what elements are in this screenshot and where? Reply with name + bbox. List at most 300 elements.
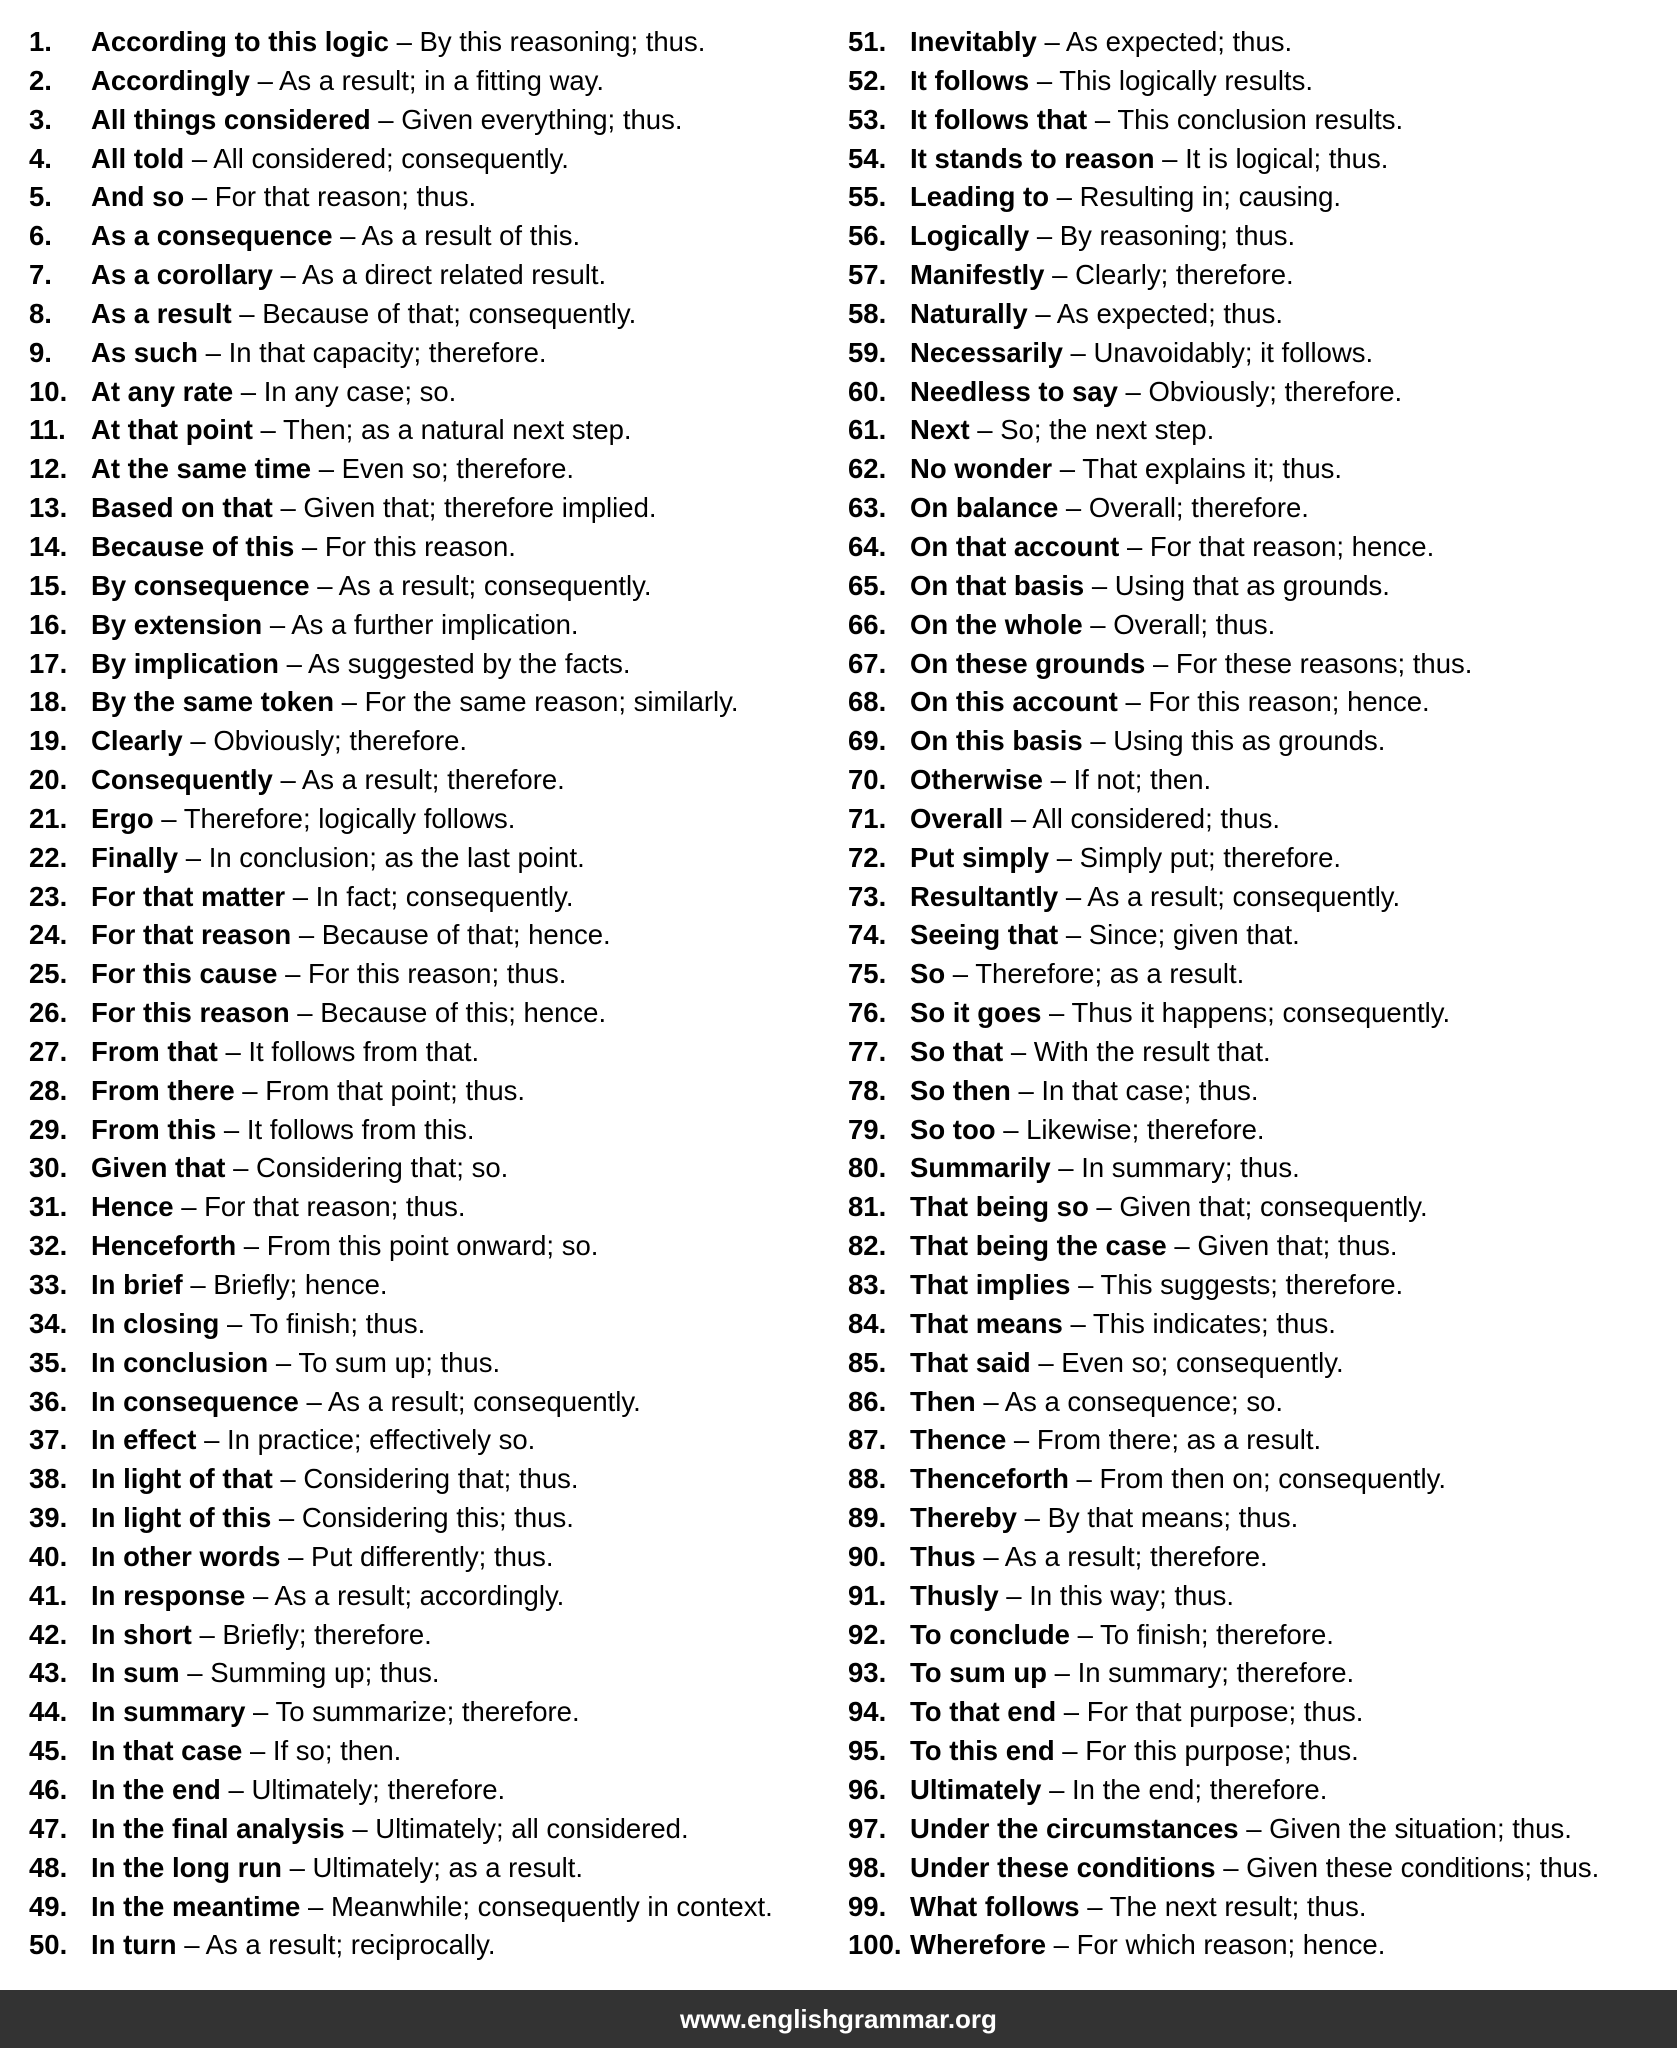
item-definition: Simply put; therefore.: [1079, 841, 1342, 873]
list-item: [848, 101, 1677, 140]
item-term: In effect: [91, 1424, 197, 1456]
item-definition: Overall; thus.: [1113, 608, 1276, 640]
item-definition: Using that as grounds.: [1114, 569, 1390, 601]
item-definition: Even so; therefore.: [341, 453, 575, 485]
list-item: [848, 1033, 1677, 1072]
item-definition: As a further implication.: [291, 608, 579, 640]
item-number: 98.: [848, 1851, 887, 1883]
item-definition: That explains it; thus.: [1082, 453, 1343, 485]
item-definition: By that means; thus.: [1047, 1502, 1299, 1534]
item-separator: –: [298, 919, 315, 951]
item-separator: –: [1035, 297, 1051, 329]
item-number: 54.: [848, 142, 887, 174]
item-separator: –: [225, 1035, 241, 1067]
item-separator: –: [1152, 647, 1169, 679]
item-term: So: [910, 958, 946, 990]
item-separator: –: [1056, 181, 1072, 213]
item-separator: –: [184, 1929, 200, 1961]
item-term: For this cause: [91, 958, 278, 990]
list-item: [848, 1538, 1677, 1577]
list-item: [848, 528, 1677, 567]
list-item: [848, 256, 1677, 295]
item-separator: –: [1065, 919, 1082, 951]
list-item: [848, 994, 1677, 1033]
list-item: [29, 1344, 829, 1383]
list-item: [848, 1616, 1677, 1655]
item-definition: For this reason; thus.: [308, 958, 567, 990]
list-item: [848, 295, 1677, 334]
item-term: In turn: [91, 1929, 177, 1961]
item-number: 17.: [29, 647, 68, 679]
list-item: [848, 489, 1677, 528]
item-number: 82.: [848, 1230, 887, 1262]
item-definition: Ultimately; all considered.: [375, 1812, 689, 1844]
item-number: 43.: [29, 1657, 68, 1689]
item-definition: For that reason; thus.: [214, 181, 477, 213]
item-separator: –: [223, 1113, 240, 1145]
item-separator: –: [1003, 1113, 1019, 1145]
item-definition: For that reason; thus.: [204, 1191, 466, 1223]
item-term: All told: [91, 142, 185, 174]
item-definition: As a result; accordingly.: [274, 1579, 565, 1611]
item-number: 76.: [848, 997, 887, 1029]
item-number: 48.: [29, 1851, 68, 1883]
item-term: On this account: [910, 686, 1118, 718]
item-number: 85.: [848, 1346, 887, 1378]
item-term: Accordingly: [91, 64, 250, 96]
item-definition: Unavoidably; it follows.: [1093, 336, 1374, 368]
item-term: Next: [910, 414, 970, 446]
item-separator: –: [340, 220, 356, 252]
item-term: So too: [910, 1113, 996, 1145]
list-item: [29, 1266, 829, 1305]
item-separator: –: [1018, 1074, 1034, 1106]
item-number: 7.: [29, 259, 52, 291]
item-separator: –: [257, 64, 273, 96]
item-number: 69.: [848, 725, 887, 757]
item-definition: It follows from this.: [246, 1113, 475, 1145]
item-term: Leading to: [910, 181, 1050, 213]
item-term: Necessarily: [910, 336, 1063, 368]
item-number: 46.: [29, 1773, 68, 1805]
list-item: [848, 567, 1677, 606]
item-term: In sum: [91, 1657, 180, 1689]
item-number: 40.: [29, 1540, 68, 1572]
item-term: In other words: [91, 1540, 281, 1572]
item-definition: Since; given that.: [1088, 919, 1300, 951]
item-definition: Obviously; therefore.: [1148, 375, 1403, 407]
item-definition: To finish; thus.: [249, 1307, 426, 1339]
item-definition: Resulting in; causing.: [1079, 181, 1342, 213]
list-item: [848, 334, 1677, 373]
item-separator: –: [204, 1424, 220, 1456]
item-definition: Given everything; thus.: [401, 103, 683, 135]
item-number: 73.: [848, 880, 887, 912]
item-number: 28.: [29, 1074, 68, 1106]
item-number: 2.: [29, 64, 52, 96]
item-number: 59.: [848, 336, 887, 368]
item-term: Ultimately: [910, 1773, 1042, 1805]
item-term: Manifestly: [910, 259, 1045, 291]
item-separator: –: [306, 1385, 322, 1417]
item-definition: For which reason; hence.: [1076, 1929, 1386, 1961]
item-term: What follows: [910, 1890, 1080, 1922]
item-separator: –: [205, 336, 221, 368]
item-separator: –: [1246, 1812, 1262, 1844]
item-definition: From then on; consequently.: [1099, 1463, 1446, 1495]
item-separator: –: [952, 958, 969, 990]
item-separator: –: [1094, 103, 1111, 135]
item-term: In the meantime: [91, 1890, 301, 1922]
item-number: 5.: [29, 181, 52, 213]
item-separator: –: [233, 1152, 249, 1184]
item-definition: This conclusion results.: [1117, 103, 1404, 135]
item-separator: –: [1063, 1696, 1080, 1728]
item-term: Henceforth: [91, 1230, 237, 1262]
item-number: 96.: [848, 1773, 887, 1805]
item-number: 36.: [29, 1385, 68, 1417]
list-item: [29, 140, 829, 179]
item-definition: For this purpose; thus.: [1085, 1735, 1359, 1767]
item-term: Naturally: [910, 297, 1028, 329]
item-number: 49.: [29, 1890, 68, 1922]
item-term: At any rate: [91, 375, 234, 407]
item-number: 71.: [848, 802, 887, 834]
item-term: For this reason: [91, 997, 290, 1029]
item-separator: –: [1053, 1929, 1069, 1961]
item-definition: Obviously; therefore.: [213, 725, 468, 757]
item-separator: –: [190, 1269, 206, 1300]
item-term: All things considered: [91, 103, 371, 135]
item-definition: Therefore; logically follows.: [183, 802, 516, 834]
item-term: Because of this: [91, 530, 295, 562]
item-separator: –: [983, 1385, 999, 1417]
item-definition: Overall; therefore.: [1088, 492, 1309, 524]
list-item: [848, 450, 1677, 489]
item-separator: –: [301, 530, 318, 562]
item-separator: –: [1223, 1851, 1239, 1883]
list-item: [848, 1072, 1677, 1111]
item-number: 45.: [29, 1735, 68, 1767]
item-number: 30.: [29, 1152, 68, 1184]
item-separator: –: [288, 1540, 304, 1572]
item-definition: Put differently; thus.: [311, 1540, 554, 1572]
list-item: [848, 373, 1677, 412]
item-term: Ergo: [91, 802, 154, 834]
item-definition: For this reason; hence.: [1148, 686, 1430, 718]
item-separator: –: [341, 686, 357, 718]
item-definition: For the same reason; similarly.: [364, 686, 739, 718]
item-definition: This suggests; therefore.: [1100, 1269, 1404, 1300]
item-definition: Likewise; therefore.: [1026, 1113, 1265, 1145]
item-definition: Even so; consequently.: [1061, 1346, 1344, 1378]
item-separator: –: [181, 1191, 197, 1223]
item-number: 27.: [29, 1035, 68, 1067]
item-separator: –: [239, 297, 255, 329]
item-separator: –: [187, 1657, 203, 1689]
item-number: 94.: [848, 1696, 887, 1728]
item-separator: –: [1010, 1035, 1027, 1067]
item-number: 16.: [29, 608, 68, 640]
list-item: [29, 101, 829, 140]
item-number: 65.: [848, 569, 887, 601]
item-definition: As a result; therefore.: [301, 764, 565, 796]
item-separator: –: [249, 1735, 266, 1767]
list-item: [29, 1693, 829, 1732]
item-definition: If so; then.: [272, 1735, 402, 1767]
item-term: Under the circumstances: [910, 1812, 1239, 1844]
item-definition: Thus it happens; consequently.: [1071, 997, 1451, 1029]
item-separator: –: [275, 1346, 292, 1378]
list-item: [29, 23, 829, 62]
item-term: In conclusion: [91, 1346, 269, 1378]
item-term: In summary: [91, 1696, 246, 1728]
list-item: [29, 1188, 829, 1227]
item-separator: –: [1077, 1618, 1093, 1650]
item-separator: –: [1174, 1230, 1190, 1262]
item-term: Hence: [91, 1191, 174, 1223]
item-number: 10.: [29, 375, 68, 407]
list-item: [29, 1072, 829, 1111]
item-number: 19.: [29, 725, 68, 757]
item-number: 38.: [29, 1463, 68, 1495]
item-term: In light of this: [91, 1502, 272, 1534]
item-separator: –: [1050, 764, 1066, 796]
item-number: 80.: [848, 1152, 887, 1184]
item-separator: –: [1013, 1424, 1030, 1456]
item-number: 18.: [29, 686, 68, 718]
item-separator: –: [1065, 492, 1082, 524]
item-number: 13.: [29, 492, 68, 524]
item-term: From this: [91, 1113, 217, 1145]
item-term: According to this logic: [91, 26, 389, 57]
item-separator: –: [240, 375, 257, 407]
list-item: [29, 683, 829, 722]
item-number: 14.: [29, 530, 68, 562]
list-item: [29, 1033, 829, 1072]
item-definition: In summary; thus.: [1081, 1152, 1300, 1184]
list-item: [848, 800, 1677, 839]
list-item: [848, 878, 1677, 917]
list-item: [29, 567, 829, 606]
item-separator: –: [1070, 1307, 1086, 1339]
item-term: To that end: [910, 1696, 1057, 1728]
item-definition: In practice; effectively so.: [227, 1424, 536, 1456]
item-separator: –: [318, 453, 335, 485]
item-separator: –: [1006, 1579, 1022, 1611]
item-definition: To finish; therefore.: [1100, 1618, 1334, 1650]
list-item: [848, 1266, 1677, 1305]
item-term: At the same time: [91, 453, 312, 485]
item-number: 11.: [29, 414, 66, 446]
list-item: [29, 334, 829, 373]
item-term: In the end: [91, 1773, 221, 1805]
item-term: In the long run: [91, 1851, 282, 1883]
item-separator: –: [191, 181, 208, 213]
item-definition: All considered; consequently.: [213, 142, 569, 174]
item-number: 42.: [29, 1618, 68, 1650]
item-number: 77.: [848, 1035, 887, 1067]
item-term: Thereby: [910, 1502, 1017, 1534]
list-item: [848, 606, 1677, 645]
item-term: Logically: [910, 220, 1030, 252]
item-number: 100.: [848, 1929, 902, 1961]
item-definition: Ultimately; as a result.: [312, 1851, 584, 1883]
item-number: 75.: [848, 958, 887, 990]
footer-url[interactable]: www.englishgrammar.org: [680, 2004, 997, 2034]
item-definition: From there; as a result.: [1036, 1424, 1322, 1456]
item-number: 83.: [848, 1269, 887, 1300]
item-separator: –: [289, 1851, 305, 1883]
item-separator: –: [260, 414, 276, 446]
item-term: In brief: [91, 1269, 183, 1300]
list-item: [848, 645, 1677, 684]
item-separator: –: [396, 26, 412, 57]
word-list: [0, 23, 1677, 1963]
list-item: [29, 645, 829, 684]
item-definition: As a result of this.: [361, 220, 581, 252]
item-separator: –: [280, 259, 296, 291]
item-number: 57.: [848, 259, 887, 291]
word-list-column-right: [848, 23, 1677, 1965]
item-number: 91.: [848, 1579, 887, 1611]
item-number: 66.: [848, 608, 887, 640]
item-separator: –: [1076, 1463, 1092, 1495]
item-term: In response: [91, 1579, 246, 1611]
item-number: 89.: [848, 1502, 887, 1534]
item-term: Otherwise: [910, 764, 1043, 796]
item-number: 23.: [29, 880, 68, 912]
list-item: [848, 23, 1677, 62]
item-definition: By reasoning; thus.: [1059, 220, 1296, 252]
list-item: [29, 1538, 829, 1577]
list-item: [29, 839, 829, 878]
item-number: 78.: [848, 1074, 887, 1106]
item-term: To sum up: [910, 1657, 1047, 1689]
item-separator: –: [1059, 453, 1076, 485]
list-item: [848, 1926, 1677, 1965]
list-item: [848, 217, 1677, 256]
item-number: 95.: [848, 1735, 887, 1767]
item-number: 99.: [848, 1890, 887, 1922]
item-number: 74.: [848, 919, 887, 951]
item-term: For that reason: [91, 919, 292, 951]
list-item: [29, 1616, 829, 1655]
item-definition: In that case; thus.: [1041, 1074, 1259, 1106]
item-number: 68.: [848, 686, 887, 718]
item-number: 86.: [848, 1385, 887, 1417]
item-separator: –: [1049, 1773, 1065, 1805]
item-separator: –: [1065, 880, 1082, 912]
item-number: 55.: [848, 181, 887, 213]
item-number: 31.: [29, 1191, 68, 1223]
item-term: So it goes: [910, 997, 1042, 1029]
item-term: In light of that: [91, 1463, 273, 1495]
list-item: [29, 761, 829, 800]
list-item: [29, 994, 829, 1033]
list-item: [29, 1810, 829, 1849]
item-separator: –: [1054, 1657, 1070, 1689]
item-number: 41.: [29, 1579, 68, 1611]
list-item: [29, 1149, 829, 1188]
item-separator: –: [280, 1463, 296, 1495]
item-number: 84.: [848, 1307, 887, 1339]
item-number: 64.: [848, 530, 887, 562]
item-number: 4.: [29, 142, 52, 174]
item-separator: –: [280, 764, 296, 796]
item-term: Put simply: [910, 841, 1050, 873]
list-item: [848, 1888, 1677, 1927]
item-separator: –: [228, 1773, 244, 1805]
item-number: 51.: [848, 26, 887, 57]
item-separator: –: [1096, 1191, 1112, 1223]
item-term: On this basis: [910, 725, 1083, 757]
item-separator: –: [1010, 802, 1027, 834]
item-number: 72.: [848, 841, 887, 873]
item-definition: Meanwhile; consequently in context.: [330, 1890, 773, 1922]
item-separator: –: [191, 142, 208, 174]
list-item: [29, 1111, 829, 1150]
item-separator: –: [161, 802, 177, 834]
item-term: It stands to reason: [910, 142, 1155, 174]
item-definition: For these reasons; thus.: [1175, 647, 1473, 679]
list-item: [29, 800, 829, 839]
item-separator: –: [1070, 336, 1086, 368]
item-separator: –: [280, 492, 296, 524]
item-term: That being the case: [910, 1230, 1167, 1262]
item-definition: From this point onward; so.: [266, 1230, 599, 1262]
item-definition: As a result; consequently.: [327, 1385, 641, 1417]
item-term: As a consequence: [91, 220, 333, 252]
item-definition: Given that; thus.: [1197, 1230, 1398, 1262]
list-item: [848, 1227, 1677, 1266]
item-term: That being so: [910, 1191, 1089, 1223]
item-separator: –: [297, 997, 313, 1029]
item-definition: To summarize; therefore.: [275, 1696, 580, 1728]
item-definition: Ultimately; therefore.: [251, 1773, 506, 1805]
list-item: [848, 839, 1677, 878]
list-item: [29, 178, 829, 217]
item-definition: By this reasoning; thus.: [419, 26, 706, 57]
list-item: [29, 528, 829, 567]
item-definition: To sum up; thus.: [298, 1346, 501, 1378]
item-definition: Considering that; so.: [256, 1152, 509, 1184]
item-number: 61.: [848, 414, 887, 446]
item-definition: For that purpose; thus.: [1086, 1696, 1364, 1728]
item-term: Consequently: [91, 764, 273, 796]
item-separator: –: [1162, 142, 1178, 174]
item-separator: –: [1058, 1152, 1074, 1184]
item-separator: –: [1125, 375, 1141, 407]
item-separator: –: [1052, 259, 1068, 291]
list-item: [29, 62, 829, 101]
item-term: On that account: [910, 530, 1120, 562]
list-item: [29, 1888, 829, 1927]
item-definition: Considering this; thus.: [301, 1502, 574, 1534]
item-separator: –: [190, 725, 206, 757]
item-definition: Therefore; as a result.: [975, 958, 1245, 990]
item-separator: –: [1090, 725, 1106, 757]
item-separator: –: [1090, 608, 1106, 640]
item-term: So then: [910, 1074, 1011, 1106]
item-number: 88.: [848, 1463, 887, 1495]
item-number: 29.: [29, 1113, 68, 1145]
item-definition: In conclusion; as the last point.: [208, 841, 585, 873]
item-separator: –: [1036, 220, 1053, 252]
item-definition: If not; then.: [1073, 764, 1212, 796]
item-number: 25.: [29, 958, 68, 990]
item-term: Based on that: [91, 492, 273, 524]
